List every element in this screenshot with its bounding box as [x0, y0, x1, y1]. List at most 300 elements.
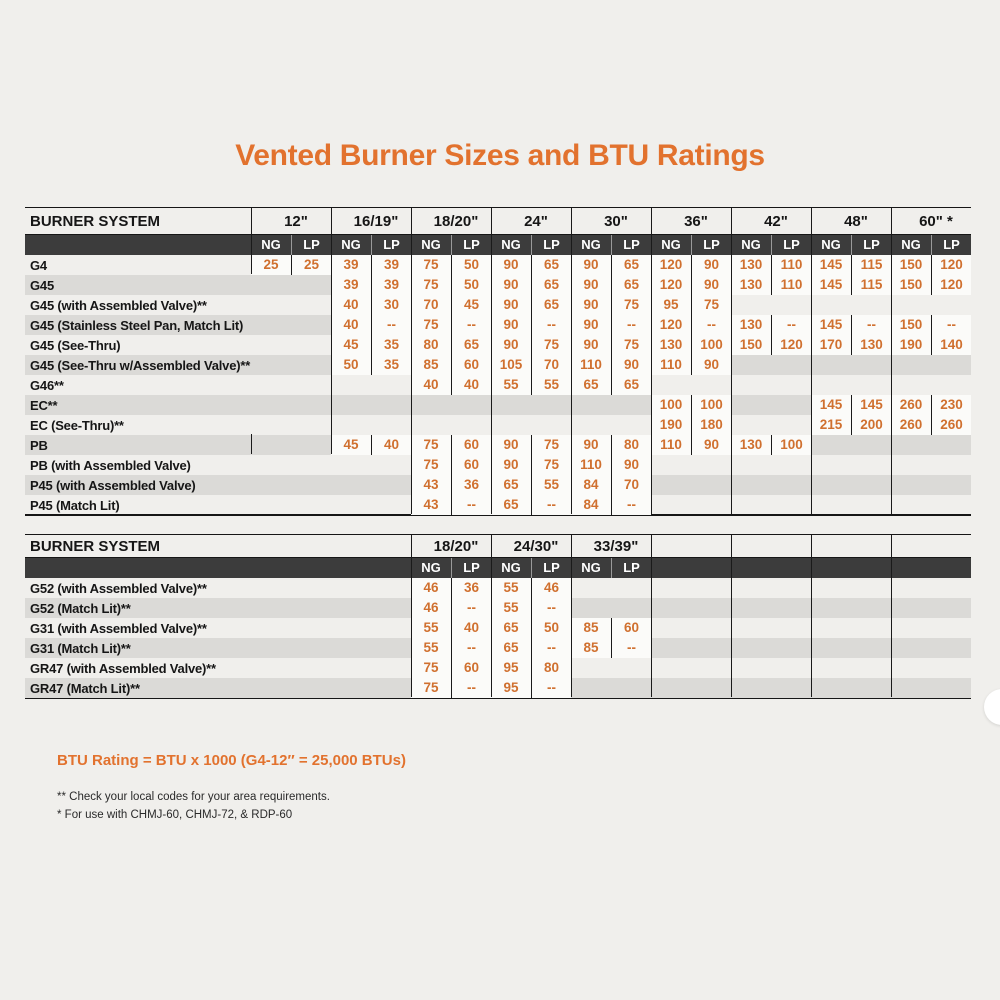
btu-value-cell: -- [531, 598, 571, 618]
btu-value-cell [291, 315, 331, 335]
row-label: G4 [30, 257, 47, 273]
btu-value-cell: 90 [571, 435, 611, 455]
btu-value-cell: 90 [611, 455, 651, 475]
btu-value-cell: 90 [491, 255, 531, 275]
btu-value-cell [891, 495, 931, 515]
btu-value-cell [771, 295, 811, 315]
btu-value-cell [611, 678, 651, 698]
btu-value-cell: 90 [571, 255, 611, 275]
lp-column-header: LP [611, 558, 651, 578]
btu-value-cell [611, 598, 651, 618]
ng-column-header: NG [501, 237, 521, 252]
btu-value-cell [811, 295, 851, 315]
btu-value-cell: 140 [931, 335, 971, 355]
btu-value-cell [931, 618, 971, 638]
btu-value-cell [931, 598, 971, 618]
btu-value-cell [811, 355, 851, 375]
btu-value-cell [731, 598, 771, 618]
btu-value-cell: 60 [611, 618, 651, 638]
btu-value-cell [291, 495, 331, 515]
btu-value-cell: 115 [851, 255, 891, 275]
table-row [25, 395, 971, 415]
row-label: P45 (with Assembled Valve) [30, 477, 196, 493]
ng-column-header: NG [421, 237, 441, 252]
gas-bar-empty-group [731, 558, 811, 578]
size-column-header: 33/39" [593, 537, 639, 555]
btu-value-cell [891, 375, 931, 395]
btu-value-cell [851, 598, 891, 618]
table-row [25, 618, 971, 638]
btu-value-cell: 65 [611, 255, 651, 275]
btu-value-cell: 110 [771, 255, 811, 275]
size-column-header: 16/19" [353, 212, 399, 230]
table-row [25, 435, 971, 455]
btu-value-cell [731, 355, 771, 375]
btu-value-cell [931, 475, 971, 495]
btu-value-cell [411, 415, 451, 435]
btu-value-cell [691, 578, 731, 598]
btu-value-cell [251, 315, 291, 335]
footnote-for-use-with: * For use with CHMJ-60, CHMJ-72, & RDP-60 [57, 809, 293, 821]
row-label: PB [30, 437, 48, 453]
size-column-header: 18/20" [433, 212, 479, 230]
btu-value-cell: 60 [451, 455, 491, 475]
btu-value-cell: 39 [331, 255, 371, 275]
btu-value-cell: -- [851, 315, 891, 335]
btu-value-cell: 43 [411, 475, 451, 495]
btu-value-cell [291, 295, 331, 315]
btu-value-cell [931, 658, 971, 678]
btu-value-cell: 100 [691, 395, 731, 415]
table-row [25, 375, 971, 395]
column-separator-line [891, 208, 892, 514]
btu-value-cell: -- [371, 315, 411, 335]
btu-value-cell [571, 658, 611, 678]
btu-value-cell [531, 415, 571, 435]
btu-value-cell: 35 [371, 335, 411, 355]
btu-value-cell [731, 375, 771, 395]
size-column-header: 12" [284, 212, 308, 230]
btu-value-cell [771, 475, 811, 495]
btu-value-cell: 70 [411, 295, 451, 315]
btu-value-cell [811, 598, 851, 618]
ng-column-header: NG [341, 237, 361, 252]
size-column-header: 36" [684, 212, 708, 230]
btu-value-cell: 110 [571, 455, 611, 475]
btu-value-cell [291, 275, 331, 295]
btu-value-cell [731, 415, 771, 435]
btu-value-cell: -- [531, 638, 571, 658]
btu-value-cell [731, 475, 771, 495]
btu-value-cell [771, 395, 811, 415]
btu-value-cell: 65 [571, 375, 611, 395]
btu-value-cell: 60 [451, 435, 491, 455]
btu-value-cell: 145 [811, 315, 851, 335]
btu-value-cell: 120 [651, 315, 691, 335]
btu-value-cell [291, 375, 331, 395]
btu-value-cell [251, 375, 291, 395]
btu-value-cell [851, 475, 891, 495]
row-label: EC** [30, 397, 58, 413]
lp-column-header: LP [531, 558, 571, 578]
btu-value-cell [931, 375, 971, 395]
btu-value-cell: 85 [571, 638, 611, 658]
row-label: EC (See-Thru)** [30, 417, 124, 433]
btu-value-cell: 180 [691, 415, 731, 435]
btu-value-cell: 40 [331, 315, 371, 335]
btu-value-cell: 80 [411, 335, 451, 355]
btu-value-cell: 95 [491, 658, 531, 678]
ng-column-header: NG [261, 237, 281, 252]
btu-value-cell: 145 [851, 395, 891, 415]
btu-value-cell [291, 435, 331, 455]
btu-value-cell: 130 [731, 255, 771, 275]
btu-value-cell [691, 598, 731, 618]
btu-value-cell: 260 [891, 415, 931, 435]
btu-value-cell [811, 638, 851, 658]
btu-value-cell: 25 [291, 255, 331, 275]
btu-value-cell: -- [531, 315, 571, 335]
btu-value-cell: 36 [451, 578, 491, 598]
btu-value-cell [851, 578, 891, 598]
btu-value-cell: -- [531, 678, 571, 698]
btu-value-cell [651, 598, 691, 618]
btu-value-cell: 75 [611, 335, 651, 355]
table-row [25, 335, 971, 355]
btu-value-cell [251, 415, 291, 435]
btu-value-cell [331, 375, 371, 395]
btu-value-cell [891, 638, 931, 658]
btu-value-cell: 90 [571, 315, 611, 335]
btu-value-cell: 90 [491, 435, 531, 455]
size-column-header: 48" [844, 212, 868, 230]
btu-value-cell: 260 [891, 395, 931, 415]
ng-column-header: NG [901, 237, 921, 252]
row-label: G52 (with Assembled Valve)** [30, 580, 207, 596]
btu-value-cell: 90 [491, 455, 531, 475]
btu-value-cell [571, 598, 611, 618]
row-label: G46** [30, 377, 64, 393]
btu-value-cell: 190 [891, 335, 931, 355]
btu-value-cell [251, 475, 291, 495]
btu-rating-note: BTU Rating = BTU x 1000 (G4-12″ = 25,000 BTUs) [57, 752, 406, 769]
btu-value-cell: 46 [531, 578, 571, 598]
btu-value-cell: 90 [491, 315, 531, 335]
btu-value-cell [771, 598, 811, 618]
btu-value-cell [331, 415, 371, 435]
btu-value-cell [731, 495, 771, 515]
btu-value-cell: 110 [771, 275, 811, 295]
btu-value-cell [251, 295, 291, 315]
btu-value-cell: -- [691, 315, 731, 335]
btu-value-cell: 70 [531, 355, 571, 375]
column-separator-line [491, 535, 492, 697]
btu-value-cell: 65 [531, 255, 571, 275]
btu-value-cell: 70 [611, 475, 651, 495]
btu-value-cell [731, 295, 771, 315]
table-header-row [25, 208, 971, 234]
btu-value-cell: 40 [331, 295, 371, 315]
size-column-header: 30" [604, 212, 628, 230]
btu-value-cell [651, 475, 691, 495]
lp-column-header: LP [611, 235, 651, 255]
btu-value-cell [651, 618, 691, 638]
btu-value-cell [851, 355, 891, 375]
btu-value-cell: -- [531, 495, 571, 515]
btu-value-cell: 95 [651, 295, 691, 315]
btu-value-cell [851, 375, 891, 395]
btu-value-cell [771, 455, 811, 475]
vented-burner-table [25, 207, 971, 516]
btu-value-cell: 40 [451, 618, 491, 638]
gas-bar-empty-group [811, 558, 891, 578]
btu-value-cell: 25 [251, 255, 291, 275]
btu-value-cell [691, 375, 731, 395]
btu-value-cell [811, 658, 851, 678]
btu-value-cell: 80 [531, 658, 571, 678]
btu-value-cell [651, 638, 691, 658]
btu-value-cell [251, 355, 291, 375]
btu-value-cell: 90 [691, 355, 731, 375]
btu-value-cell [811, 618, 851, 638]
btu-value-cell: 215 [811, 415, 851, 435]
btu-value-cell [931, 678, 971, 698]
btu-value-cell: 45 [331, 435, 371, 455]
btu-value-cell [331, 495, 371, 515]
btu-value-cell [851, 618, 891, 638]
btu-value-cell [891, 355, 931, 375]
ng-column-header: NG [661, 237, 681, 252]
btu-value-cell: 120 [771, 335, 811, 355]
ng-column-header: NG [741, 237, 761, 252]
btu-value-cell: 130 [651, 335, 691, 355]
row-label: G45 (See-Thru) [30, 337, 121, 353]
row-label: P45 (Match Lit) [30, 497, 120, 513]
btu-value-cell [691, 455, 731, 475]
btu-value-cell: 55 [491, 375, 531, 395]
row-label: PB (with Assembled Valve) [30, 457, 191, 473]
burner-system-header: BURNER SYSTEM [30, 212, 161, 230]
btu-value-cell [771, 678, 811, 698]
btu-value-cell [451, 395, 491, 415]
btu-value-cell [891, 475, 931, 495]
btu-value-cell: 60 [451, 355, 491, 375]
btu-value-cell [371, 455, 411, 475]
floating-widget-circle[interactable] [984, 689, 1000, 725]
table-row [25, 255, 971, 275]
btu-value-cell: 150 [731, 335, 771, 355]
btu-value-cell: 45 [331, 335, 371, 355]
lp-column-header: LP [451, 558, 491, 578]
btu-value-cell: 115 [851, 275, 891, 295]
btu-value-cell: 110 [571, 355, 611, 375]
lp-column-header: LP [531, 235, 571, 255]
btu-value-cell: 55 [531, 375, 571, 395]
ng-column-header: NG [501, 560, 521, 575]
btu-value-cell: 30 [371, 295, 411, 315]
btu-value-cell: 65 [491, 638, 531, 658]
btu-value-cell: 110 [651, 355, 691, 375]
btu-value-cell: 65 [531, 275, 571, 295]
btu-value-cell: -- [771, 315, 811, 335]
btu-value-cell [371, 495, 411, 515]
btu-value-cell [491, 415, 531, 435]
btu-value-cell [771, 375, 811, 395]
btu-value-cell [371, 375, 411, 395]
btu-value-cell: 90 [571, 295, 611, 315]
btu-value-cell: 130 [731, 315, 771, 335]
btu-value-cell [731, 578, 771, 598]
btu-value-cell: 55 [531, 475, 571, 495]
column-separator-line [411, 535, 412, 697]
btu-value-cell [251, 435, 291, 455]
btu-value-cell [691, 475, 731, 495]
btu-value-cell: 65 [531, 295, 571, 315]
btu-value-cell: 75 [411, 435, 451, 455]
btu-value-cell: 39 [371, 255, 411, 275]
btu-value-cell [731, 395, 771, 415]
btu-value-cell [531, 395, 571, 415]
column-separator-line [571, 208, 572, 514]
btu-value-cell: -- [931, 315, 971, 335]
btu-value-cell [931, 495, 971, 515]
column-separator-line [731, 208, 732, 514]
btu-value-cell: 130 [731, 275, 771, 295]
btu-value-cell [611, 658, 651, 678]
btu-value-cell: 40 [371, 435, 411, 455]
burner-system-header: BURNER SYSTEM [30, 537, 161, 555]
row-label: G45 (Stainless Steel Pan, Match Lit) [30, 317, 244, 333]
btu-value-cell [771, 638, 811, 658]
btu-value-cell [411, 395, 451, 415]
gas-bar-empty-group [651, 558, 731, 578]
btu-value-cell [811, 375, 851, 395]
btu-value-cell [811, 455, 851, 475]
btu-value-cell: 36 [451, 475, 491, 495]
btu-value-cell: 145 [811, 275, 851, 295]
btu-value-cell [371, 395, 411, 415]
btu-value-cell: 65 [611, 275, 651, 295]
btu-value-cell [931, 435, 971, 455]
column-separator-line [251, 208, 252, 274]
btu-value-cell [571, 578, 611, 598]
btu-value-cell: 39 [371, 275, 411, 295]
lp-column-header: LP [371, 235, 411, 255]
btu-value-cell: 260 [931, 415, 971, 435]
size-column-header: 18/20" [433, 537, 479, 555]
btu-value-cell [691, 638, 731, 658]
column-separator-line [331, 208, 332, 454]
btu-value-cell [931, 455, 971, 475]
column-separator-line [811, 208, 812, 514]
btu-value-cell [611, 415, 651, 435]
gas-type-header-bar [25, 234, 971, 255]
row-label: G52 (Match Lit)** [30, 600, 131, 616]
row-label: G31 (Match Lit)** [30, 640, 131, 656]
btu-value-cell [931, 578, 971, 598]
btu-value-cell [691, 678, 731, 698]
btu-value-cell: 145 [811, 395, 851, 415]
row-label: G45 [30, 277, 54, 293]
btu-value-cell: 75 [611, 295, 651, 315]
btu-value-cell: 75 [411, 315, 451, 335]
btu-value-cell: 90 [491, 275, 531, 295]
btu-value-cell [891, 618, 931, 638]
btu-value-cell: 120 [651, 255, 691, 275]
btu-value-cell [291, 475, 331, 495]
btu-value-cell: 230 [931, 395, 971, 415]
btu-value-cell [571, 415, 611, 435]
btu-value-cell [771, 355, 811, 375]
btu-value-cell: -- [451, 638, 491, 658]
btu-value-cell [851, 638, 891, 658]
btu-value-cell: 120 [931, 275, 971, 295]
btu-value-cell: 46 [411, 598, 451, 618]
table-row [25, 598, 971, 618]
size-column-header: 60" * [919, 212, 953, 230]
size-column-header: 24" [524, 212, 548, 230]
btu-value-cell: -- [451, 495, 491, 515]
btu-value-cell [811, 435, 851, 455]
gas-type-header-bar [25, 557, 971, 578]
btu-value-cell [371, 415, 411, 435]
btu-value-cell: 40 [451, 375, 491, 395]
btu-value-cell [811, 495, 851, 515]
table-row [25, 415, 971, 435]
btu-value-cell: -- [451, 678, 491, 698]
btu-value-cell [851, 435, 891, 455]
btu-value-cell: 75 [411, 255, 451, 275]
table-row [25, 638, 971, 658]
btu-value-cell: 90 [691, 275, 731, 295]
btu-value-cell [851, 455, 891, 475]
row-label: GR47 (Match Lit)** [30, 680, 140, 696]
page-title: Vented Burner Sizes and BTU Ratings [235, 139, 765, 172]
btu-value-cell: 50 [451, 255, 491, 275]
ng-column-header: NG [581, 560, 601, 575]
table-row [25, 275, 971, 295]
btu-value-cell [251, 395, 291, 415]
row-label: G45 (with Assembled Valve)** [30, 297, 207, 313]
btu-value-cell [931, 295, 971, 315]
btu-value-cell [891, 598, 931, 618]
btu-value-cell: 150 [891, 275, 931, 295]
btu-value-cell [731, 678, 771, 698]
btu-value-cell [251, 275, 291, 295]
btu-value-cell: 75 [411, 455, 451, 475]
btu-value-cell [291, 455, 331, 475]
column-separator-line [731, 535, 732, 697]
btu-value-cell: 130 [731, 435, 771, 455]
btu-value-cell: 65 [491, 475, 531, 495]
btu-value-cell [331, 395, 371, 415]
btu-value-cell [891, 658, 931, 678]
table-row [25, 495, 971, 515]
btu-value-cell: 120 [651, 275, 691, 295]
btu-value-cell: -- [611, 638, 651, 658]
btu-value-cell [851, 295, 891, 315]
btu-value-cell: 75 [531, 335, 571, 355]
ng-column-header: NG [421, 560, 441, 575]
btu-value-cell [291, 335, 331, 355]
btu-value-cell [291, 355, 331, 375]
btu-value-cell: 75 [411, 275, 451, 295]
btu-value-cell [571, 678, 611, 698]
lp-column-header: LP [851, 235, 891, 255]
btu-value-cell [651, 455, 691, 475]
btu-value-cell: 120 [931, 255, 971, 275]
btu-value-cell [811, 678, 851, 698]
